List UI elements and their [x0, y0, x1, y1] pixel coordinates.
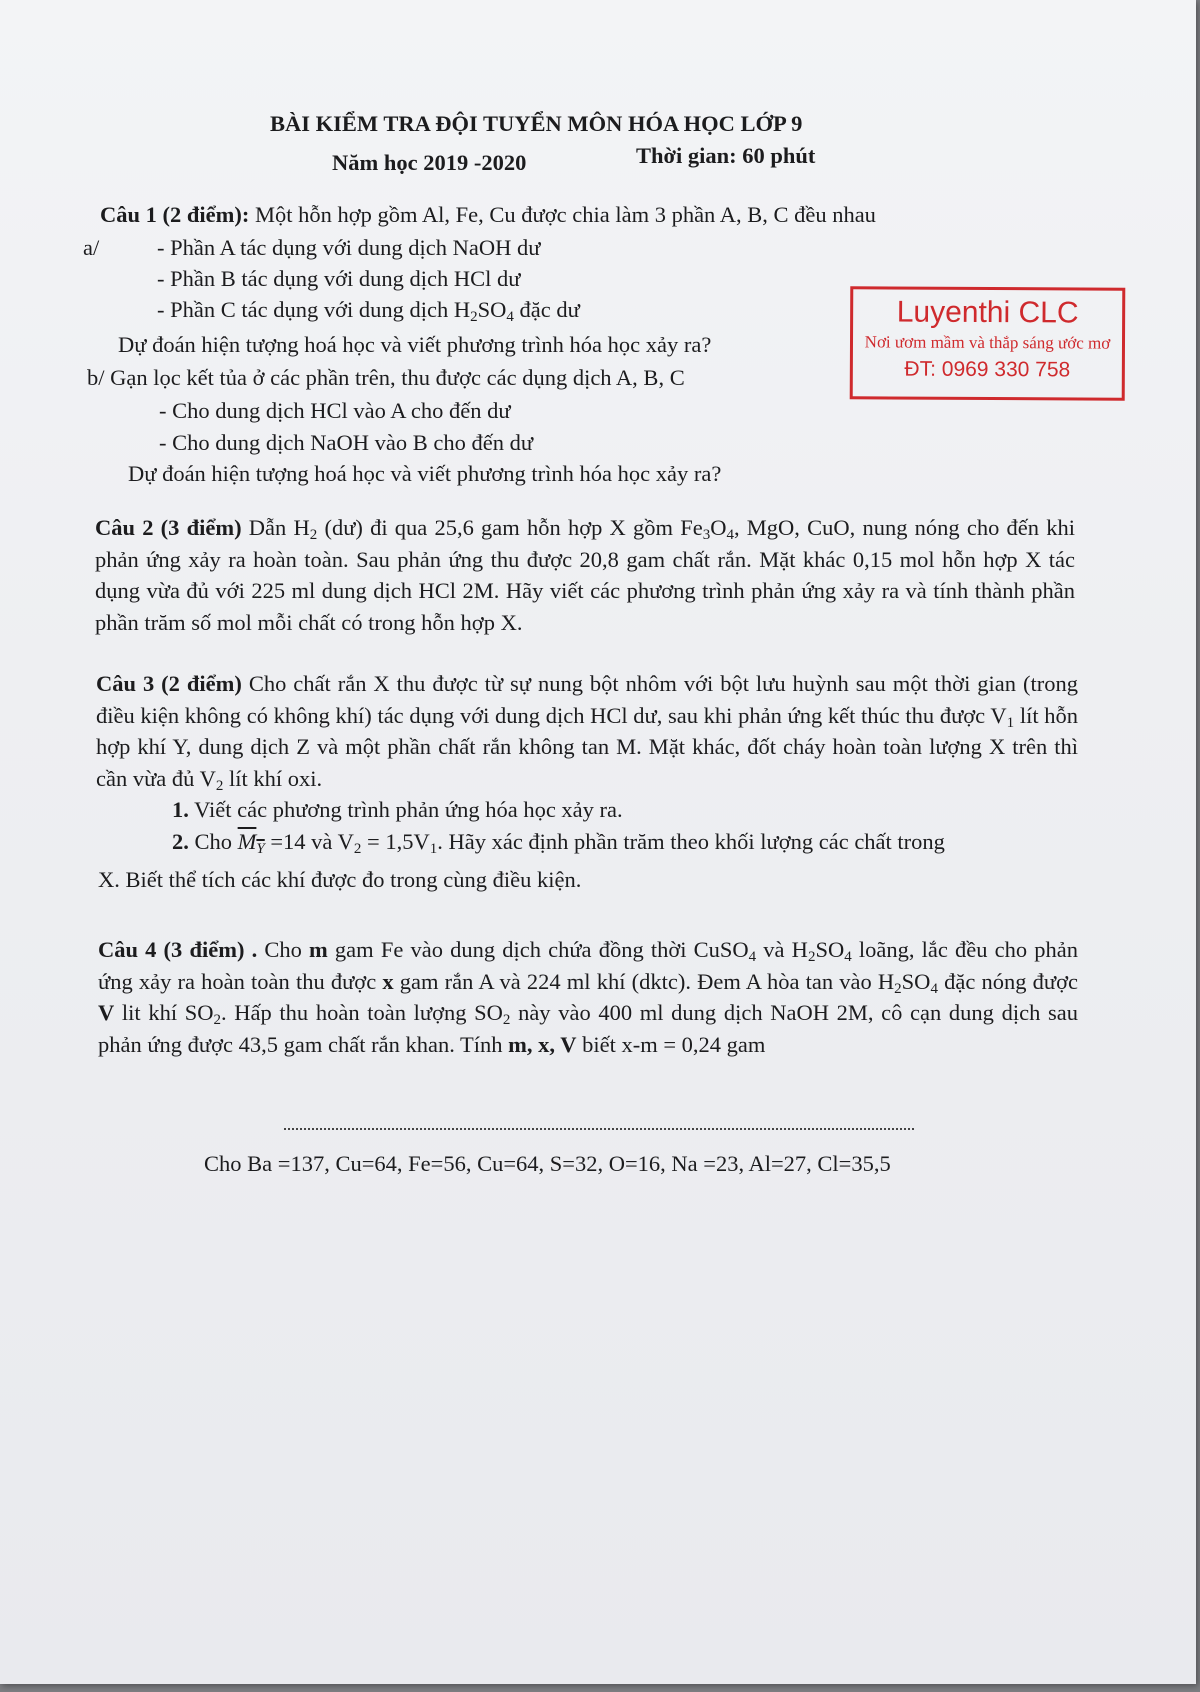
q1-a-question: Dự đoán hiện tượng hoá học và viết phương trình hóa học xảy ra?	[118, 332, 712, 357]
q4-text: và H	[756, 937, 808, 962]
q1-a3-text: đặc dư	[513, 297, 580, 322]
q3-item-number: 1.	[172, 797, 189, 822]
q3-item-text: . Hãy xác định phần trăm theo khối lượng các chất trong	[437, 829, 945, 854]
q4-text: . Hấp thu hoàn toàn lượng SO	[221, 1000, 503, 1025]
subscript: 2	[470, 309, 478, 325]
subscript: 2	[894, 980, 902, 997]
q4-text: gam Fe vào dung dịch chứa đồng thời CuSO	[327, 937, 749, 962]
q3-item-text: Cho	[188, 829, 238, 854]
q3-item-1	[172, 796, 623, 824]
q2-text: Dẫn H	[241, 515, 310, 540]
q1-label: Câu 1 (2 điểm):	[100, 202, 250, 227]
subscript: 2	[353, 841, 362, 857]
q4-text: biết x-m = 0,24 gam	[576, 1031, 766, 1057]
q3-item-2	[172, 828, 945, 856]
q4-text: lit khí SO	[114, 1000, 214, 1025]
exam-duration: Thời gian: 60 phút	[636, 143, 816, 168]
q1-a-marker: a/	[83, 235, 100, 260]
q3-paragraph	[96, 668, 1078, 794]
subscript: 1	[429, 841, 438, 857]
q1-b2: - Cho dung dịch NaOH vào B cho đến dư	[159, 430, 534, 455]
stamp-phone: ĐT: 0969 330 758	[904, 357, 1071, 382]
red-stamp	[850, 286, 1126, 400]
subscript: 4	[930, 980, 938, 997]
q4-text: Cho	[257, 937, 310, 962]
subscript: 4	[726, 527, 734, 543]
subscript: 4	[844, 949, 852, 965]
school-year: Năm học 2019 -2020	[332, 150, 527, 175]
q2-label: Câu 2 (3 điểm)	[95, 515, 242, 540]
exam-title: BÀI KIỂM TRA ĐỘI TUYỂN MÔN HÓA HỌC LỚP 9	[270, 111, 803, 136]
subscript: 3	[702, 527, 711, 543]
q1-a1: - Phần A tác dụng với dung dịch NaOH dư	[157, 235, 541, 260]
q3-item-2-cont: X. Biết thể tích các khí được đo trong cùng điều kiện.	[98, 867, 582, 892]
subscript: 4	[506, 309, 514, 325]
q1-a2: - Phần B tác dụng với dung dịch HCl dư	[157, 266, 521, 291]
q1-a3-text: - Phần C tác dụng với dung dịch H	[157, 297, 471, 322]
q4-paragraph	[98, 934, 1078, 1060]
q4-text: này vào 400 ml dung dịch NaOH 2M, cô cạn dung dịch sau phản ứng được 43,5 gam chất rắn khan. Tính	[98, 1000, 1078, 1057]
subscript: 2	[215, 777, 224, 794]
q3-text: lít khí oxi.	[223, 765, 323, 791]
q1-intro	[100, 201, 876, 229]
q4-text: SO	[901, 968, 931, 994]
q3-item-text: Viết các phương trình phản ứng hóa học xảy ra.	[188, 797, 623, 822]
symbol: M	[237, 829, 257, 854]
subscript: 2	[213, 1012, 221, 1028]
subscript: 2	[807, 949, 816, 965]
q4-label: Câu 4 (3 điểm) .	[98, 937, 258, 962]
q3-item-text: = 1,5V	[361, 829, 430, 854]
q4-text: đặc nóng được	[937, 968, 1078, 994]
q3-item-text: =14 và V	[264, 829, 354, 854]
subscript: 4	[748, 949, 757, 965]
q1-a3-text: SO	[477, 297, 507, 322]
mean-molar-mass	[237, 829, 265, 857]
q1-b1: - Cho dung dịch HCl vào A cho đến dư	[159, 398, 511, 423]
q1-a3	[157, 296, 580, 324]
stamp-name: Luyenthi CLC	[896, 295, 1079, 330]
q2-text: , MgO, CuO, nung nóng cho đến khi phản ứng xảy ra hoàn toàn. Sau phản ứng thu được 20,8 gam chất rắn. Mặt khác 0,15 mol hỗn hợp X tác dụng vừa đủ với 225 ml dung dịch HCl 2M. Hãy viết các phương trình phản ứng xảy ra và tính thành phần phần trăm số mol mỗi chất có trong hỗn hợp X.	[95, 515, 1075, 635]
q3-item-number: 2.	[172, 829, 189, 854]
stamp-slogan: Nơi ươm mầm và thắp sáng ước mơ	[864, 332, 1111, 353]
q3-text: lít hỗn hợp khí Y, dung dịch Z và một phần chất rắn không tan M. Mặt khác, đốt cháy hoàn toàn lượng X trên thì cần vừa đủ V	[96, 702, 1079, 791]
q3-text: Cho chất rắn X thu được từ sự nung bột nhôm với bột lưu huỳnh sau một thời gian (trong điều kiện không có không khí) tác dụng với dung dịch HCl dư, sau khi phản ứng kết thúc thu được V	[96, 671, 1078, 728]
q4-text: SO	[815, 937, 845, 962]
q4-text: loãng, lắc đều cho phản ứng xảy ra hoàn toàn thu được	[98, 937, 1078, 994]
var-mxv: m, x, V	[508, 1031, 577, 1057]
q4-text: gam rắn A và 224 ml khí (dktc). Đem A hòa tan vào H	[393, 968, 895, 994]
subscript: Y	[256, 841, 265, 857]
q3-label: Câu 3 (2 điểm)	[96, 671, 242, 696]
q2-text: O	[710, 515, 727, 540]
subscript: 2	[309, 527, 318, 543]
var-m: m	[309, 937, 328, 962]
atomic-masses: Cho Ba =137, Cu=64, Fe=56, Cu=64, S=32, O=16, Na =23, Al=27, Cl=35,5	[204, 1151, 891, 1176]
subscript: 1	[1006, 714, 1015, 731]
q1-b-intro: b/ Gạn lọc kết tủa ở các phần trên, thu được các dụng dịch A, B, C	[87, 365, 685, 390]
q1-b-question: Dự đoán hiện tượng hoá học và viết phương trình hóa học xảy ra?	[128, 461, 722, 486]
q2-paragraph	[95, 512, 1075, 638]
q1-intro-text: Một hỗn hợp gồm Al, Fe, Cu được chia làm 3 phần A, B, C đều nhau	[249, 202, 876, 227]
var-x: x	[382, 968, 394, 994]
subscript: 2	[502, 1012, 511, 1028]
q2-text: (dư) đi qua 25,6 gam hỗn hợp X gồm Fe	[317, 515, 703, 540]
dotted-divider	[284, 1128, 914, 1130]
var-v: V	[98, 1000, 115, 1025]
